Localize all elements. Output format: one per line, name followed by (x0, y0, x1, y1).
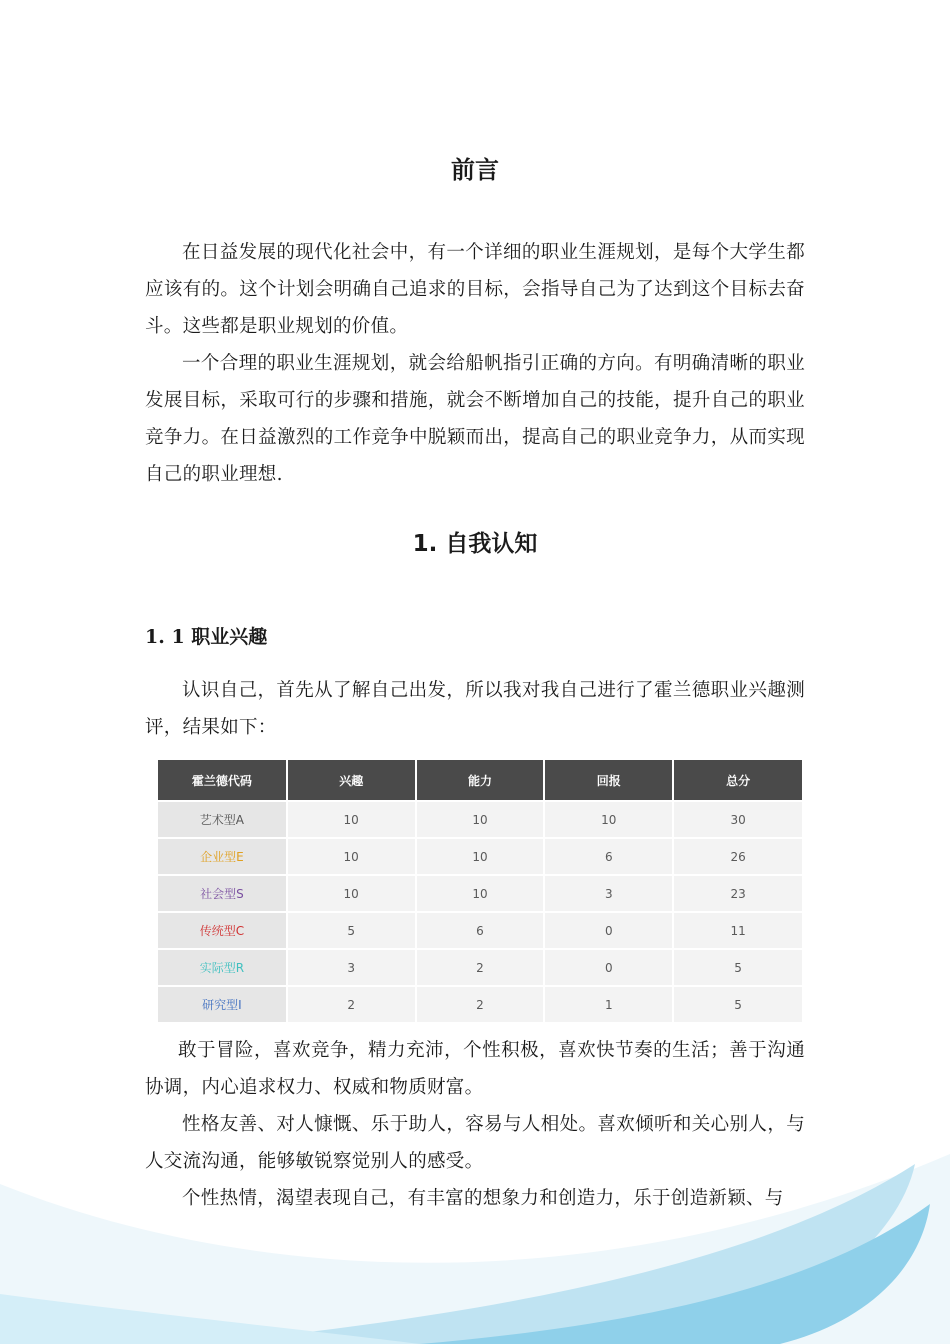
trait-paragraph-2: 性格友善、对人慷慨、乐于助人，容易与人相处。喜欢倾听和关心别人，与人交流沟通，能够敏锐察觉别人的感受。 (145, 1114, 805, 1172)
interest-cell: 10 (287, 838, 416, 875)
reward-cell: 10 (544, 801, 673, 838)
type-cell: 社会型S (158, 875, 287, 912)
table-row (158, 838, 802, 875)
trait-paragraph-1: 敢于冒险，喜欢竞争，精力充沛，个性积极，喜欢快节奏的生活；善于沟通协调，内心追求权力、权威和物质财富。 (145, 1040, 805, 1098)
interest-cell: 2 (287, 986, 416, 1022)
type-cell: 艺术型A (158, 801, 287, 838)
ability-cell: 10 (416, 875, 545, 912)
type-cell: 实际型R (158, 949, 287, 986)
interest-cell: 3 (287, 949, 416, 986)
trait-paragraph-3: 个性热情，渴望表现自己，有丰富的想象力和创造力，乐于创造新颖、与 (182, 1188, 784, 1209)
interest-cell: 5 (287, 912, 416, 949)
type-cell: 传统型C (158, 912, 287, 949)
ability-cell: 10 (416, 801, 545, 838)
reward-cell: 6 (544, 838, 673, 875)
total-cell: 11 (673, 912, 802, 949)
intro-paragraph-2: 一个合理的职业生涯规划，就会给船帆指引正确的方向。有明确清晰的职业发展目标，采取可行的步骤和措施，就会不断增加自己的技能，提升自己的职业竞争力。在日益激烈的工作竞争中脱颖而出，提高自己的职业竞争力，从而实现自己的职业理想. (145, 353, 805, 485)
total-cell: 5 (673, 949, 802, 986)
ability-cell: 10 (416, 838, 545, 875)
table-row (158, 986, 802, 1022)
total-cell: 30 (673, 801, 802, 838)
header-ability: 能力 (416, 760, 545, 801)
table-row (158, 875, 802, 912)
header-reward: 回报 (544, 760, 673, 801)
total-cell: 26 (673, 838, 802, 875)
reward-cell: 3 (544, 875, 673, 912)
intro-paragraph-1: 在日益发展的现代化社会中，有一个详细的职业生涯规划，是每个大学生都应该有的。这个计划会明确自己追求的目标，会指导自己为了达到这个目标去奋斗。这些都是职业规划的价值。 (145, 242, 805, 337)
interest-cell: 10 (287, 875, 416, 912)
section-title: 1. 自我认知 (412, 531, 538, 557)
total-cell: 5 (673, 986, 802, 1022)
table-row (158, 801, 802, 838)
total-cell: 23 (673, 875, 802, 912)
holland-results-table (158, 760, 802, 1022)
ability-cell: 2 (416, 986, 545, 1022)
type-cell: 研究型I (158, 986, 287, 1022)
type-cell: 企业型E (158, 838, 287, 875)
header-interest: 兴趣 (287, 760, 416, 801)
header-total: 总分 (673, 760, 802, 801)
subsection-title: 1. 1 职业兴趣 (145, 626, 268, 648)
page-title: 前言 (451, 156, 499, 184)
reward-cell: 0 (544, 949, 673, 986)
table-row (158, 949, 802, 986)
interest-cell: 10 (287, 801, 416, 838)
table-header-row (158, 760, 802, 801)
ability-cell: 6 (416, 912, 545, 949)
header-code: 霍兰德代码 (158, 760, 287, 801)
ability-cell: 2 (416, 949, 545, 986)
reward-cell: 0 (544, 912, 673, 949)
test-intro-paragraph: 认识自己，首先从了解自己出发，所以我对我自己进行了霍兰德职业兴趣测评，结果如下： (145, 680, 805, 738)
table-row (158, 912, 802, 949)
reward-cell: 1 (544, 986, 673, 1022)
